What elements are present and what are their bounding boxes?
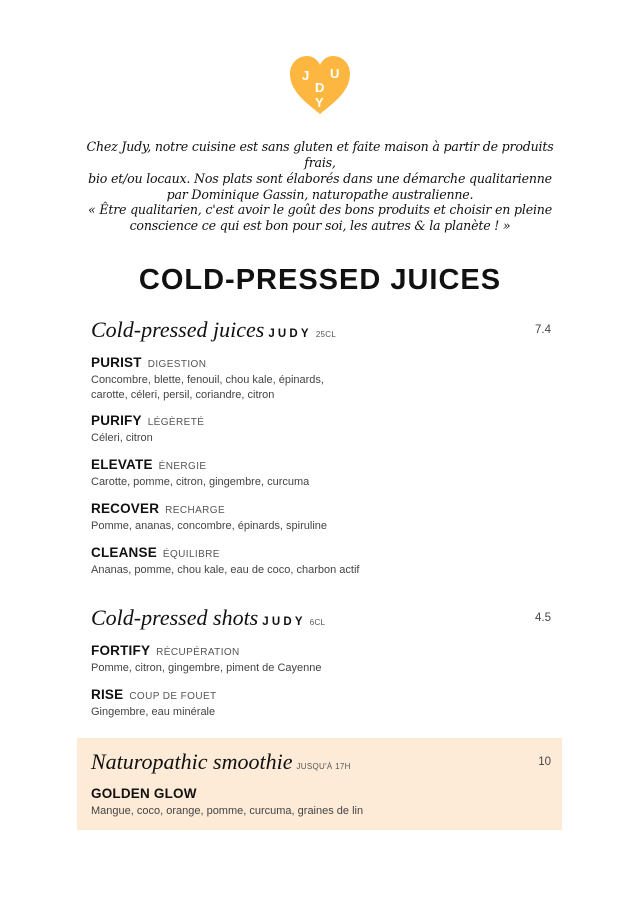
menu-item-cleanse [91,544,531,578]
quote-line: conscience ce qui est bon pour soi, les autres & la planète ! » [129,218,511,233]
desc-line: Concombre, blette, fenouil, chou kale, épinards, [91,374,324,386]
menu-item-purist [91,354,531,403]
svg-text:J: J [302,68,310,83]
item-description [91,519,531,534]
item-name: RECOVER [91,501,160,516]
section-header-shots [91,605,551,635]
section-price: 10 [538,756,551,768]
item-name: CLEANSE [91,545,157,560]
section-header-juices [91,317,551,347]
intro-line: Chez Judy, notre cuisine est sans gluten et faite maison à partir de produits frais, [86,139,554,170]
brand-label: JUDY [262,616,306,628]
svg-text:D: D [315,80,325,95]
desc-line: Pomme, citron, gingembre, piment de Cayenne [91,662,322,674]
item-description [91,563,531,578]
intro-line: bio et/ou locaux. Nos plats sont élaborés dans une démarche qualitarienne [88,171,552,186]
menu-item-elevate [91,456,531,490]
intro-line: par Dominique Gassin, naturopathe australienne. [166,187,474,202]
item-tag: ÉNERGIE [158,461,207,472]
item-tag: LÉGÈRETÉ [147,417,205,428]
section-header-smoothie [91,749,551,779]
section-price: 4.5 [535,612,551,624]
item-description [91,804,531,819]
desc-line: carotte, céleri, persil, coriandre, citron [91,389,275,401]
item-name: ELEVATE [91,457,153,472]
item-tag: RECHARGE [165,505,226,516]
intro-paragraph [80,139,560,203]
section-price: 7.4 [535,324,551,336]
desc-line: Céleri, citron [91,432,153,444]
brand-label: JUDY [268,328,312,340]
intro-quote [80,202,560,234]
menu-item-golden-glow [91,785,531,819]
menu-item-fortify [91,642,531,676]
section-name: Naturopathic smoothie [91,749,293,774]
size-label: 6CL [309,618,326,627]
quote-line: « Être qualitarien, c'est avoir le goût des bons produits et choisir en pleine [88,202,552,217]
desc-line: Mangue, coco, orange, pomme, curcuma, graines de lin [91,805,364,817]
svg-text:U: U [330,66,340,81]
item-tag: RÉCUPÉRATION [156,647,240,658]
item-description [91,431,531,446]
size-label: 25CL [315,330,337,339]
desc-line: Gingembre, eau minérale [91,706,216,718]
menu-item-rise [91,686,531,720]
page-title: COLD-PRESSED JUICES [138,264,502,296]
desc-line: Pomme, ananas, concombre, épinards, spiruline [91,520,328,532]
judy-heart-logo [288,54,352,116]
availability-note: JUSQU'À 17H [296,762,351,771]
item-name: GOLDEN GLOW [91,786,197,801]
item-tag: COUP DE FOUET [129,691,217,702]
section-name: Cold-pressed juices [91,317,265,342]
svg-text:Y: Y [315,95,324,110]
item-name: PURIST [91,355,142,370]
desc-line: Ananas, pomme, chou kale, eau de coco, charbon actif [91,564,360,576]
menu-item-recover [91,500,531,534]
section-name: Cold-pressed shots [91,605,259,630]
item-tag: DIGESTION [147,359,207,370]
item-name: PURIFY [91,413,142,428]
item-description [91,705,531,720]
item-description [91,661,531,676]
item-tag: ÉQUILIBRE [162,549,220,560]
item-description [91,373,531,403]
item-name: RISE [91,687,124,702]
menu-item-purify [91,412,531,446]
item-description [91,475,531,490]
heart-logo-icon [288,54,352,116]
item-name: FORTIFY [91,643,151,658]
desc-line: Carotte, pomme, citron, gingembre, curcuma [91,476,310,488]
